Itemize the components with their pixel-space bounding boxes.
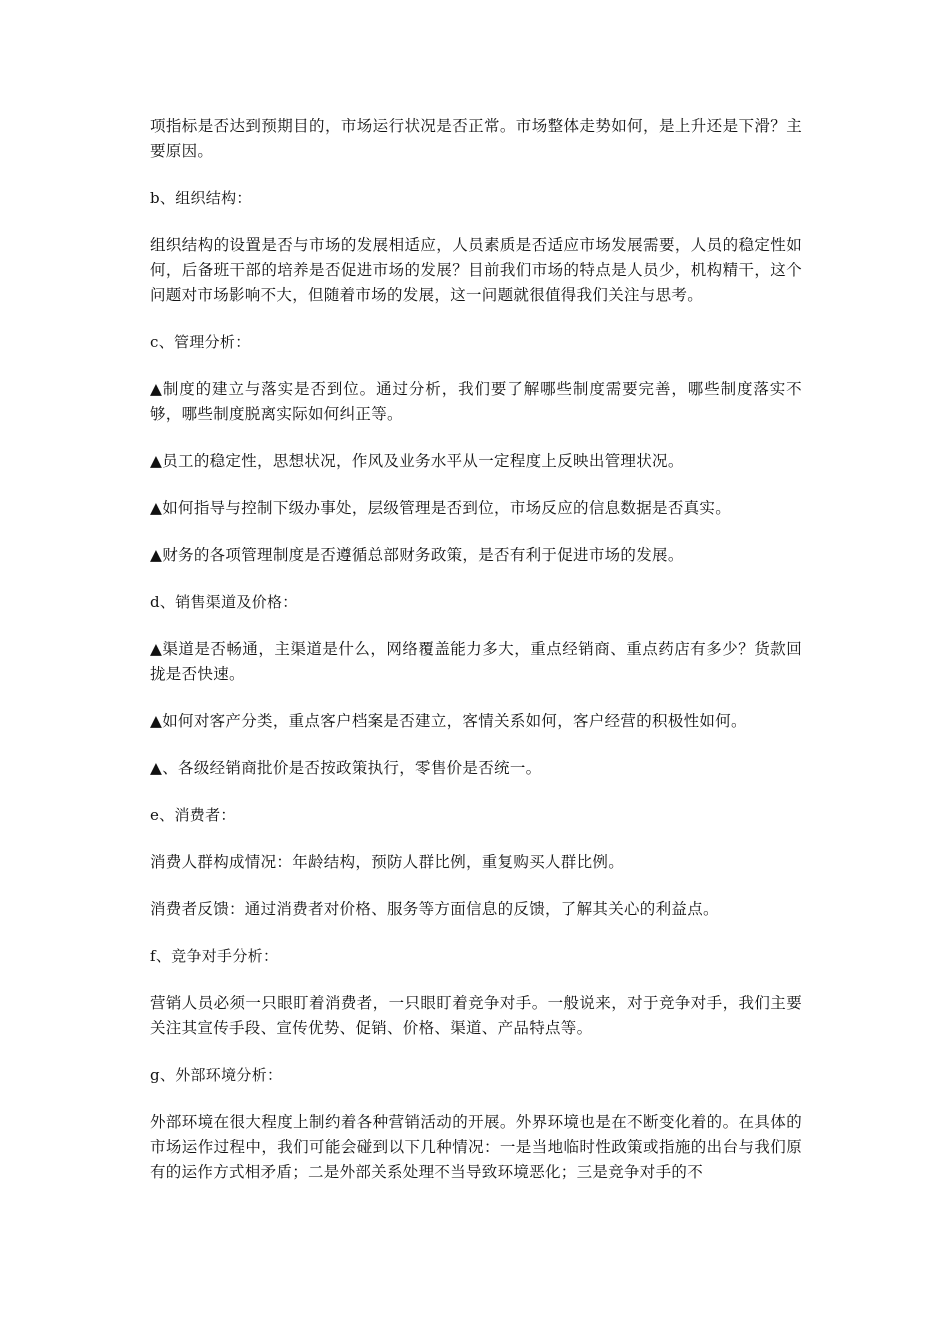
heading-org-structure: b、组织结构： — [150, 189, 252, 207]
heading-competitors: f、竞争对手分析： — [150, 947, 279, 965]
bullet-system: ▲制度的建立与落实是否到位。通过分析，我们要了解哪些制度需要完善，哪些制度落实不够，哪些制度脱离实际如何纠正等。 — [150, 380, 802, 423]
paragraph-competitors: 营销人员必须一只眼盯着消费者，一只眼盯着竞争对手。一般说来，对于竞争对手，我们主要关注其宣传手段、宣传优势、促销、价格、渠道、产品特点等。 — [150, 994, 802, 1037]
bullet-pricing: ▲、各级经销商批价是否按政策执行，零售价是否统一。 — [150, 759, 542, 777]
heading-external: g、外部环境分析： — [150, 1066, 283, 1084]
heading-management: c、管理分析： — [150, 333, 251, 351]
bullet-staff: ▲员工的稳定性，思想状况，作风及业务水平从一定程度上反映出管理状况。 — [150, 452, 684, 470]
paragraph-external: 外部环境在很大程度上制约着各种营销活动的开展。外界环境也是在不断变化着的。在具体的市场运作过程中，我们可能会碰到以下几种情况：一是当地临时性政策或指施的出台与我们原有的运作方式相矛盾；二是外部关系处理不当导致环境恶化；三是竞争对手的不 — [150, 1113, 802, 1181]
bullet-customers: ▲如何对客产分类，重点客户档案是否建立，客情关系如何，客户经营的积极性如何。 — [150, 712, 747, 730]
document-page — [150, 114, 802, 1185]
bullet-channel-flow: ▲渠道是否畅通，主渠道是什么，网络覆盖能力多大，重点经销商、重点药店有多少？货款回拢是否快速。 — [150, 640, 802, 683]
paragraph-consumer-profile: 消费人群构成情况：年龄结构，预防人群比例，重复购买人群比例。 — [150, 853, 625, 871]
heading-consumers: e、消费者： — [150, 806, 236, 824]
paragraph-market-status: 项指标是否达到预期目的，市场运行状况是否正常。市场整体走势如何，是上升还是下滑？主要原因。 — [150, 117, 802, 160]
paragraph-consumer-feedback: 消费者反馈：通过消费者对价格、服务等方面信息的反馈，了解其关心的利益点。 — [150, 900, 719, 918]
bullet-finance: ▲财务的各项管理制度是否遵循总部财务政策，是否有利于促进市场的发展。 — [150, 546, 684, 564]
paragraph-org-structure: 组织结构的设置是否与市场的发展相适应，人员素质是否适应市场发展需要，人员的稳定性如何，后备班干部的培养是否促进市场的发展？目前我们市场的特点是人员少，机构精干，这个问题对市场影响不大，但随着市场的发展，这一问题就很值得我们关注与思考。 — [150, 236, 802, 304]
heading-channels: d、销售渠道及价格： — [150, 593, 298, 611]
bullet-offices: ▲如何指导与控制下级办事处，层级管理是否到位，市场反应的信息数据是否真实。 — [150, 499, 732, 517]
